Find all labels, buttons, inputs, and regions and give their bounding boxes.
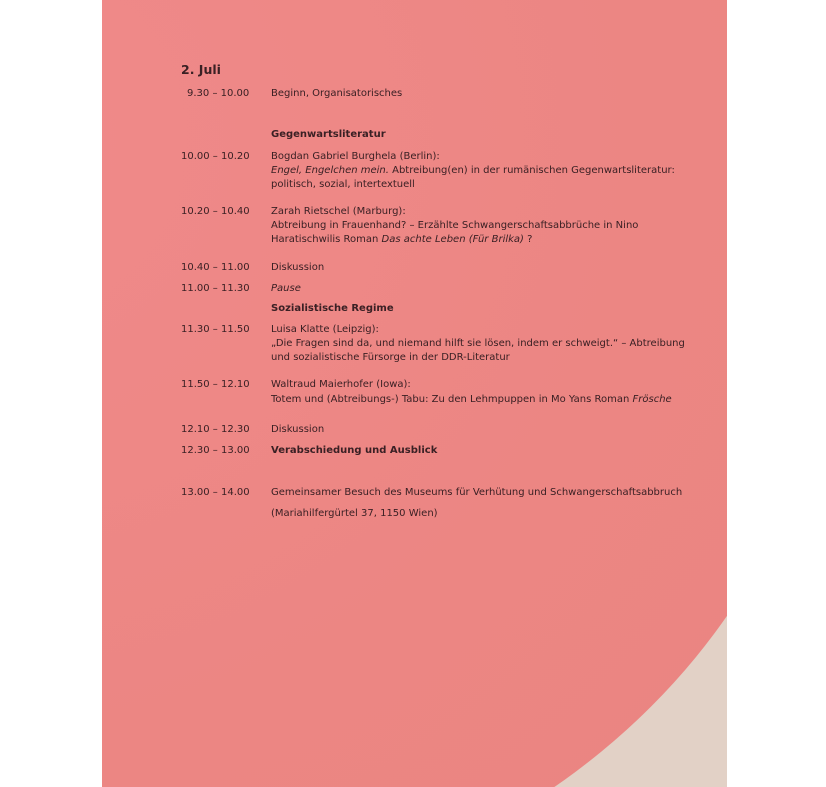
entry-text: Diskussion [271, 424, 325, 435]
section-heading: Gegenwartsliteratur [271, 129, 386, 140]
title-italic: Frösche [632, 394, 672, 405]
speaker-line: Waltraud Maierhofer (Iowa): [271, 379, 411, 390]
title-italic: Engel, Engelchen mein. [271, 165, 389, 176]
talk-title-line: und sozialistische Fürsorge in der DDR-Literatur [271, 352, 510, 363]
talk-title-line: Abtreibung in Frauenhand? – Erzählte Schwangerschaftsabbrüche in Nino [271, 220, 639, 231]
time-slot: 13.00 – 14.00 [181, 487, 250, 498]
entry-text: Gemeinsamer Besuch des Museums für Verhütung und Schwangerschaftsabbruch [271, 487, 683, 498]
entry-text: Verabschiedung und Ausblick [271, 445, 438, 456]
talk-title-line: „Die Fragen sind da, und niemand hilft sie lösen, indem er schweigt.“ – Abtreibung [271, 338, 685, 349]
time-slot: 11.30 – 11.50 [181, 324, 250, 335]
entry-text: Beginn, Organisatorisches [271, 88, 403, 99]
talk-title-line [271, 164, 675, 178]
talk-title-line [271, 233, 532, 247]
talk-title-line [271, 393, 672, 407]
title-italic: Das achte Leben (Für Brilka) [381, 234, 524, 245]
program-page [102, 0, 727, 787]
title-text: Haratischwilis Roman [271, 234, 382, 245]
time-slot: 10.00 – 10.20 [181, 151, 250, 162]
talk-title-line: politisch, sozial, intertextuell [271, 179, 415, 190]
time-slot: 10.20 – 10.40 [181, 206, 250, 217]
day-heading: 2. Juli [181, 62, 221, 77]
section-heading: Sozialistische Regime [271, 303, 394, 314]
time-slot: 12.30 – 13.00 [181, 445, 250, 456]
time-slot: 12.10 – 12.30 [181, 424, 250, 435]
time-slot: 9.30 – 10.00 [187, 88, 250, 99]
address-text: (Mariahilfergürtel 37, 1150 Wien) [271, 508, 438, 519]
schedule [102, 0, 727, 787]
title-text: Totem und (Abtreibungs-) Tabu: Zu den Lehmpuppen in Mo Yans Roman [271, 394, 633, 405]
time-slot: 11.50 – 12.10 [181, 379, 250, 390]
title-text: Abtreibung(en) in der rumänischen Gegenwartsliteratur: [388, 165, 675, 176]
time-slot: 11.00 – 11.30 [181, 283, 250, 294]
speaker-line: Bogdan Gabriel Burghela (Berlin): [271, 151, 440, 162]
entry-text: Pause [271, 283, 301, 294]
time-slot: 10.40 – 11.00 [181, 262, 250, 273]
title-text: ? [523, 234, 533, 245]
speaker-line: Zarah Rietschel (Marburg): [271, 206, 406, 217]
speaker-line: Luisa Klatte (Leipzig): [271, 324, 379, 335]
entry-text: Diskussion [271, 262, 325, 273]
